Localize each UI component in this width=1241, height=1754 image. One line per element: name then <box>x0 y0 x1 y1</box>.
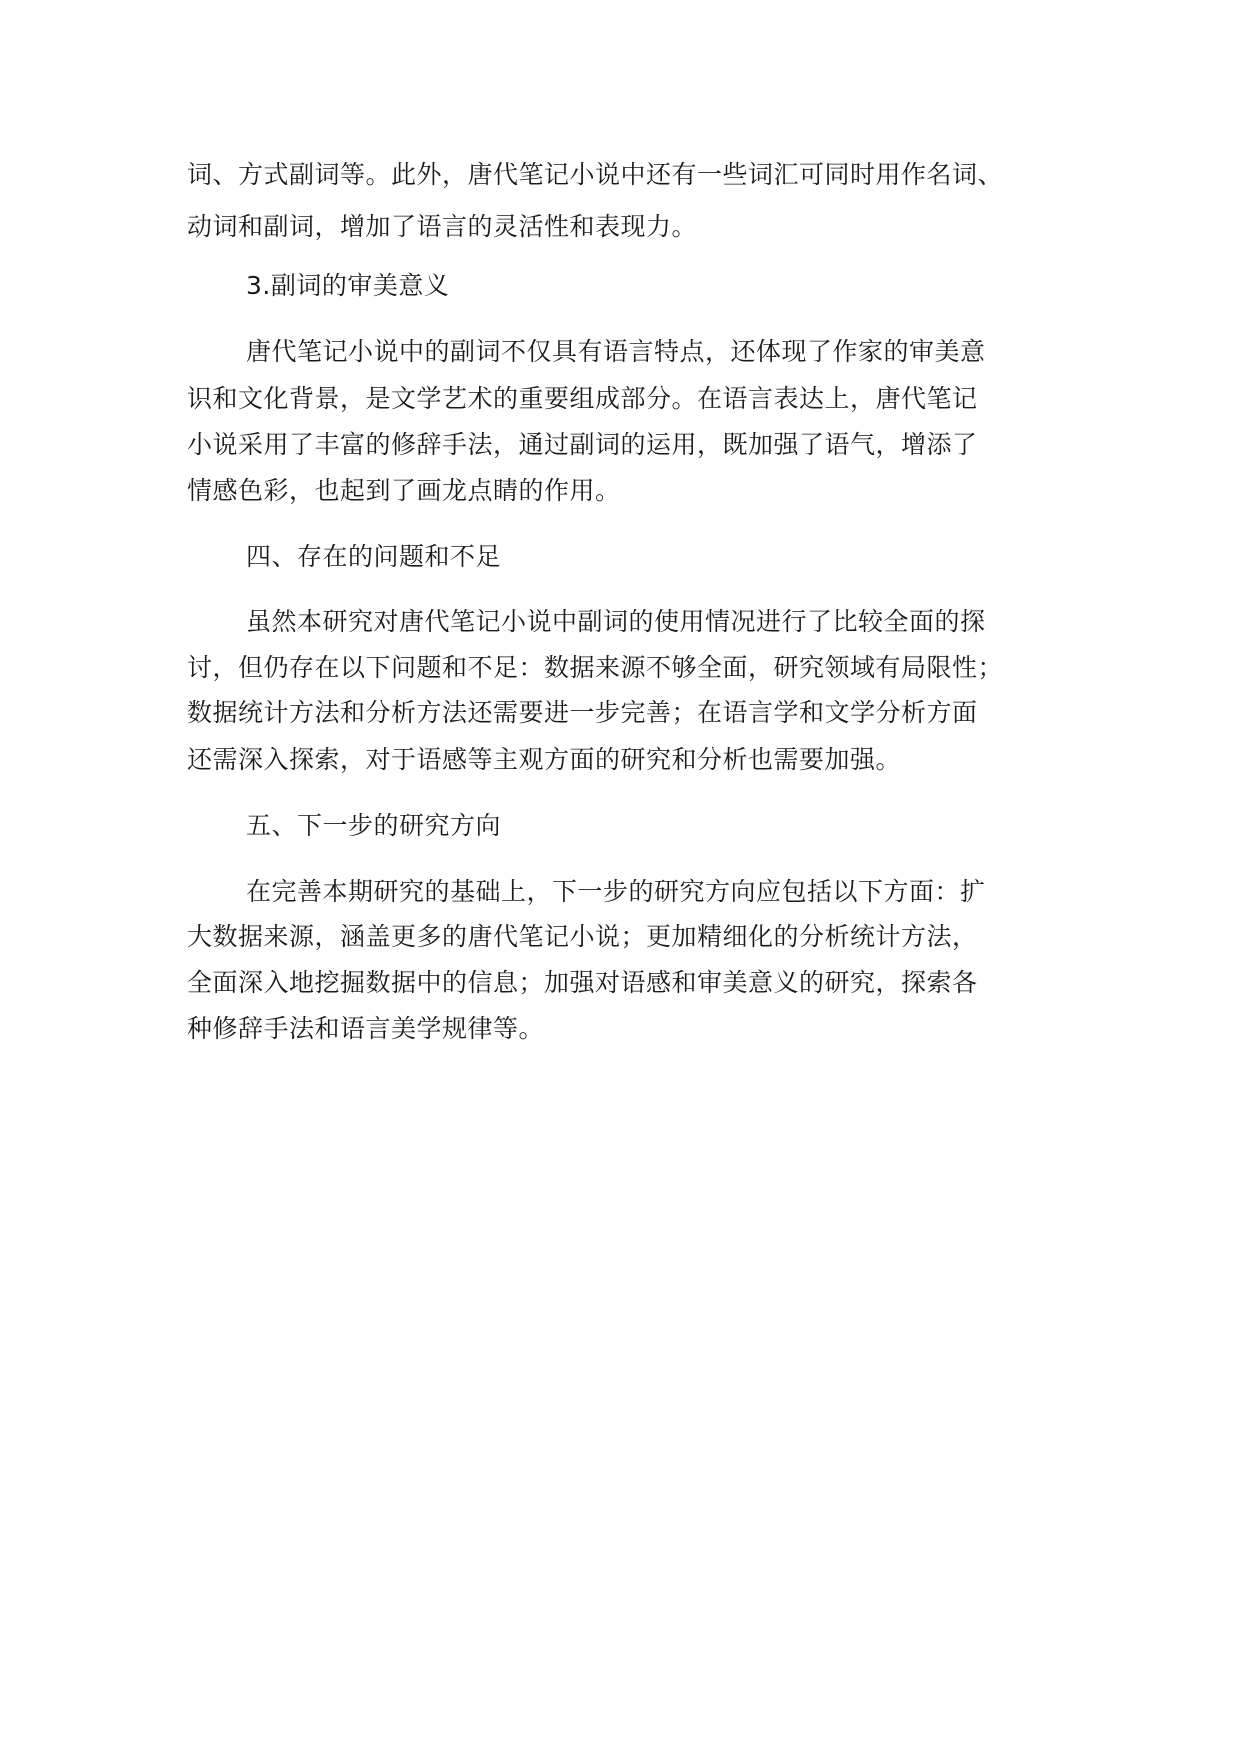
body-text-line: 还需深入探索，对于语感等主观方面的研究和分析也需要加强。 <box>187 745 902 774</box>
body-text-line: 数据统计方法和分析方法还需要进一步完善；在语言学和文学分析方面 <box>187 698 978 727</box>
body-text-line: 识和文化背景，是文学艺术的重要组成部分。在语言表达上，唐代笔记 <box>187 384 978 413</box>
body-text-line: 唐代笔记小说中的副词不仅具有语言特点，还体现了作家的审美意 <box>246 337 986 366</box>
body-text-line: 全面深入地挖掘数据中的信息；加强对语感和审美意义的研究，探索各 <box>187 968 978 997</box>
body-text-line: 词、方式副词等。此外，唐代笔记小说中还有一些词汇可同时用作名词、 <box>187 160 1004 189</box>
body-text-line: 讨，但仍存在以下问题和不足：数据来源不够全面，研究领域有局限性； <box>187 653 1004 682</box>
body-text-line: 情感色彩，也起到了画龙点睛的作用。 <box>187 476 621 505</box>
section-heading: 3.副词的审美意义 <box>246 271 450 300</box>
section-heading: 五、下一步的研究方向 <box>246 811 502 840</box>
body-text-line: 小说采用了丰富的修辞手法，通过副词的运用，既加强了语气，增添了 <box>187 430 978 459</box>
section-heading: 四、存在的问题和不足 <box>246 542 502 571</box>
body-text-line: 大数据来源，涵盖更多的唐代笔记小说；更加精细化的分析统计方法， <box>187 922 978 951</box>
body-text-line: 种修辞手法和语言美学规律等。 <box>187 1014 545 1043</box>
body-text-line: 在完善本期研究的基础上，下一步的研究方向应包括以下方面：扩 <box>246 877 986 906</box>
body-text-line: 虽然本研究对唐代笔记小说中副词的使用情况进行了比较全面的探 <box>246 607 986 636</box>
body-text-line: 动词和副词，增加了语言的灵活性和表现力。 <box>187 212 698 241</box>
